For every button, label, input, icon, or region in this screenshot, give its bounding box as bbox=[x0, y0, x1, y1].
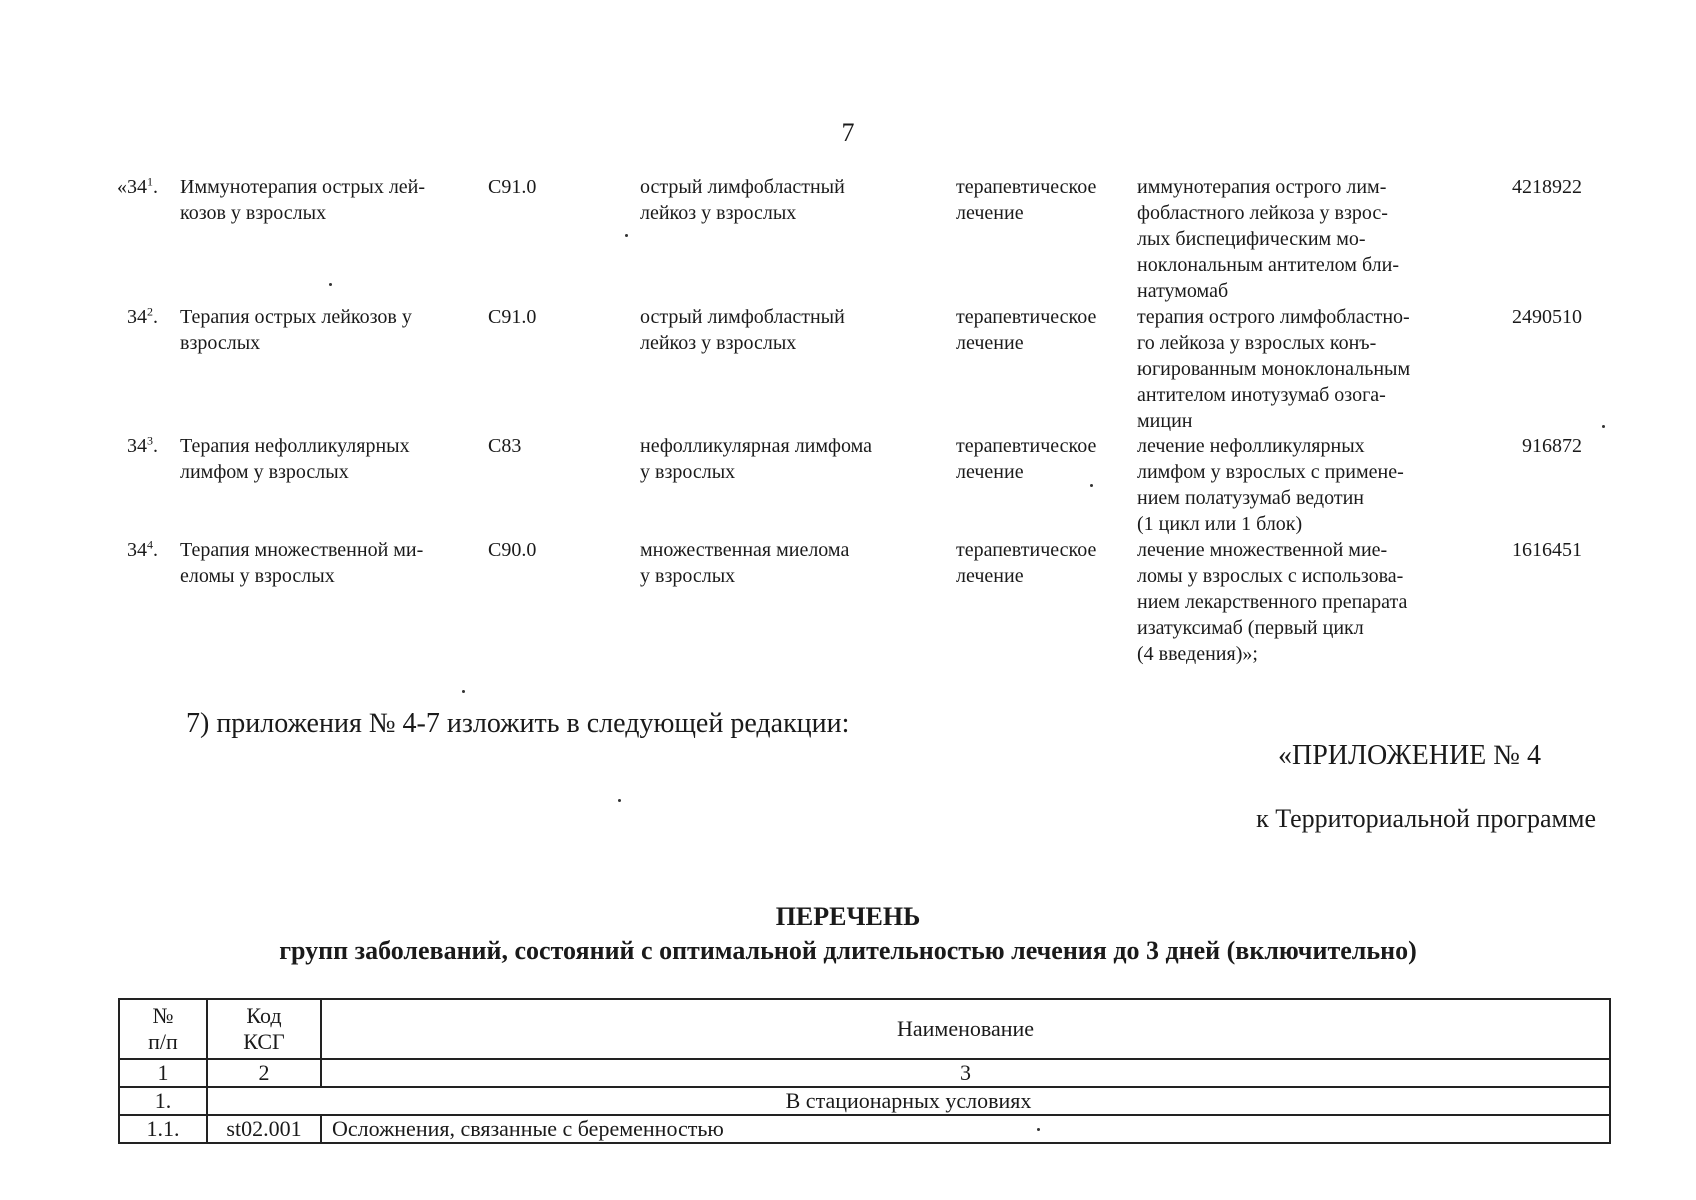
list-subheading: групп заболеваний, состояний с оптимальной длительностью лечения до 3 дней (включительно) bbox=[279, 936, 1417, 965]
treatment-method: лечение множественной мие- ломы у взрослых с использова- нием лекарственного препарата изатуксимаб (первый цикл (4 введения)»; bbox=[1137, 539, 1408, 665]
treatment-type: терапевтическое лечение bbox=[956, 306, 1097, 354]
scan-speck bbox=[618, 799, 621, 802]
scan-speck bbox=[1090, 484, 1093, 487]
amendment-paragraph: 7) приложения № 4-7 изложить в следующей редакции: bbox=[186, 708, 850, 739]
treatment-method: иммунотерапия острого лим- фобластного лейкоза у взрос- лых биспецифическим мо- ноклональным антителом бли- натумомаб bbox=[1137, 176, 1399, 302]
group-name: Терапия острых лейкозов у взрослых bbox=[180, 306, 412, 354]
icd-code: C90.0 bbox=[488, 539, 537, 561]
section-row bbox=[119, 1087, 1610, 1115]
treatment-method: лечение нефолликулярных лимфом у взрослых с примене- нием полатузумаб ведотин (1 цикл или 1 блок) bbox=[1137, 435, 1404, 535]
scan-speck bbox=[625, 234, 628, 237]
diagnosis: острый лимфобластный лейкоз у взрослых bbox=[640, 176, 845, 224]
row-number: $34^4$. bbox=[127, 537, 158, 561]
cost-value: 1616451 bbox=[1512, 539, 1582, 561]
ksg-code: st02.001 bbox=[207, 1115, 321, 1143]
column-number: 3 bbox=[321, 1059, 1610, 1087]
cost-value: 2490510 bbox=[1512, 306, 1582, 328]
appendix-title: «ПРИЛОЖЕНИЕ № 4 bbox=[1278, 740, 1541, 771]
cost-value: 4218922 bbox=[1512, 176, 1582, 198]
appendix-subtitle: к Территориальной программе bbox=[1256, 804, 1596, 833]
scan-speck bbox=[462, 690, 465, 693]
table-row bbox=[119, 1115, 1610, 1143]
section-number: 1. bbox=[119, 1087, 207, 1115]
row-number: $34^2$. bbox=[127, 304, 158, 328]
cost-value: 916872 bbox=[1522, 435, 1582, 457]
column-number: 2 bbox=[207, 1059, 321, 1087]
treatment-type: терапевтическое лечение bbox=[956, 435, 1097, 483]
ksg-table bbox=[118, 998, 1611, 1144]
diagnosis: острый лимфобластный лейкоз у взрослых bbox=[640, 306, 845, 354]
icd-code: C91.0 bbox=[488, 306, 537, 328]
column-number: 1 bbox=[119, 1059, 207, 1087]
table-header-row bbox=[119, 999, 1610, 1059]
header-number: № п/п bbox=[119, 999, 207, 1059]
page-number: 7 bbox=[841, 118, 855, 147]
group-name: Иммунотерапия острых лей- козов у взрослых bbox=[180, 176, 426, 224]
ksg-name: Осложнения, связанные с беременностью bbox=[321, 1115, 1610, 1143]
section-title: В стационарных условиях bbox=[207, 1087, 1610, 1115]
treatment-type: терапевтическое лечение bbox=[956, 539, 1097, 587]
diagnosis: множественная миелома у взрослых bbox=[640, 539, 850, 587]
column-numbers-row bbox=[119, 1059, 1610, 1087]
row-number: «$34^1$. bbox=[117, 174, 158, 198]
scan-speck bbox=[329, 283, 332, 286]
treatment-method: терапия острого лимфобластно- го лейкоза у взрослых конъ- югированным моноклональным антителом инотузумаб озога- мицин bbox=[1137, 306, 1411, 432]
group-name: Терапия нефолликулярных лимфом у взрослых bbox=[180, 435, 410, 483]
diagnosis: нефолликулярная лимфома у взрослых bbox=[640, 435, 873, 483]
treatment-type: терапевтическое лечение bbox=[956, 176, 1097, 224]
list-heading: ПЕРЕЧЕНЬ bbox=[775, 902, 921, 931]
icd-code: C91.0 bbox=[488, 176, 537, 198]
icd-code: C83 bbox=[488, 435, 522, 457]
header-name: Наименование bbox=[321, 999, 1610, 1059]
scan-speck bbox=[1602, 425, 1605, 428]
scan-speck bbox=[1037, 1128, 1040, 1131]
row-number: 1.1. bbox=[119, 1115, 207, 1143]
group-name: Терапия множественной ми- еломы у взрослых bbox=[180, 539, 424, 587]
row-number: $34^3$. bbox=[127, 433, 158, 457]
header-code: Код КСГ bbox=[207, 999, 321, 1059]
